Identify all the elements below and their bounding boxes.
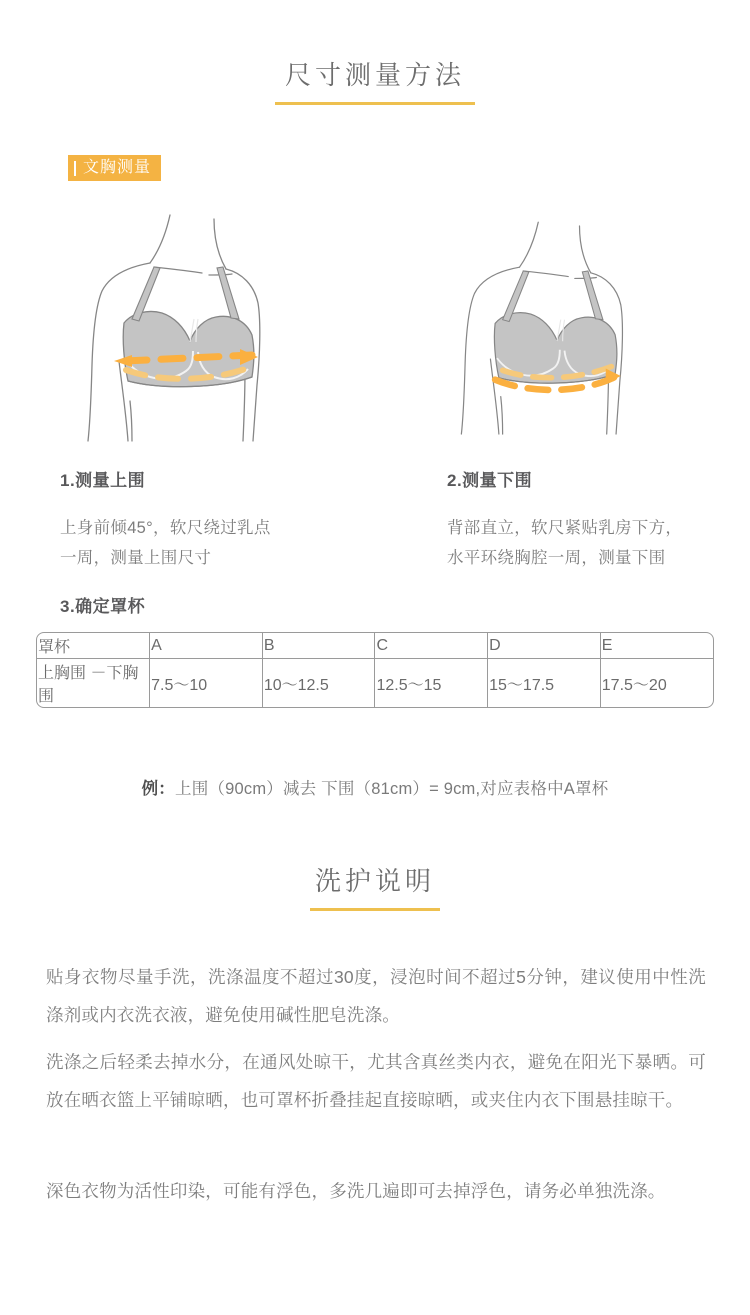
size-title-underline [275, 102, 475, 105]
step-1-body [60, 513, 390, 573]
table-header-cup-e: E [600, 633, 713, 659]
example-line [0, 775, 750, 799]
step-1-heading: 1.测量上围 [60, 471, 146, 490]
table-cell-range-e: 17.5～20 [601, 676, 667, 694]
table-cell-range-a: 7.5～10 [150, 659, 263, 708]
step-1-line-2: 一周，测量上围尺寸 [60, 549, 212, 567]
care-section-title-block [0, 868, 750, 911]
table-cell-range-c: 12.5～15 [375, 659, 488, 708]
table-header-cup-label: 罩杯 [37, 633, 150, 659]
step-2-line-2: 水平环绕胸腔一周，测量下围 [447, 549, 666, 567]
example-text: 上围（90cm）减去 下围（81cm）= 9cm,对应表格中A罩杯 [175, 780, 609, 798]
table-cell-range-b: 10～12.5 [262, 659, 375, 708]
care-paragraph-3: 深色衣物为活性印染，可能有浮色，多洗几遍即可去掉浮色，请务必单独洗涤。 [46, 1181, 666, 1201]
step-2-block [447, 466, 750, 573]
underbust-measure-illustration [437, 205, 737, 460]
care-title-underline [310, 908, 440, 911]
table-cell-range-d: 15～17.5 [488, 659, 601, 708]
care-paragraph-2: 洗涤之后轻柔去掉水分，在通风处晾干，尤其含真丝类内衣，避免在阳光下暴晒。可放在晒衣篮上平铺晾晒，也可罩杯折叠挂起直接晾晒，或夹住内衣下围悬挂晾干。 [46, 1052, 706, 1110]
cup-size-table [36, 632, 714, 708]
table-header-cup-d: D [488, 633, 601, 659]
table-header-cup-a: A [150, 633, 263, 659]
table-row [37, 659, 713, 708]
care-paragraph-1: 贴身衣物尽量手洗，洗涤温度不超过30度，浸泡时间不超过5分钟，建议使用中性洗涤剂或内衣洗衣液，避免使用碱性肥皂洗涤。 [46, 967, 706, 1025]
step-1-block [60, 466, 390, 573]
size-section-title: 尺寸测量方法 [284, 60, 465, 90]
table-header-cup-c: C [375, 633, 488, 659]
bra-measure-tag [68, 155, 161, 181]
step-2-body [447, 513, 750, 573]
step-2-line-1: 背部直立，软尺紧贴乳房下方， [447, 519, 683, 537]
tag-label: 文胸测量 [83, 159, 152, 176]
bust-measure-illustration [62, 205, 382, 460]
step-3-heading: 3.确定罩杯 [60, 597, 146, 616]
table-row-label-difference: 上胸围 －下胸围 [37, 659, 150, 708]
step-2-heading: 2.测量下围 [447, 471, 533, 490]
table-header-cup-b: B [262, 633, 375, 659]
care-section-title: 洗护说明 [314, 866, 435, 896]
table-header-row [37, 633, 713, 659]
tag-accent-bar [74, 161, 76, 176]
example-lead: 例： [141, 780, 176, 798]
step-1-line-1: 上身前倾45°，软尺绕过乳点 [60, 519, 271, 537]
size-section-title-block [0, 62, 750, 105]
